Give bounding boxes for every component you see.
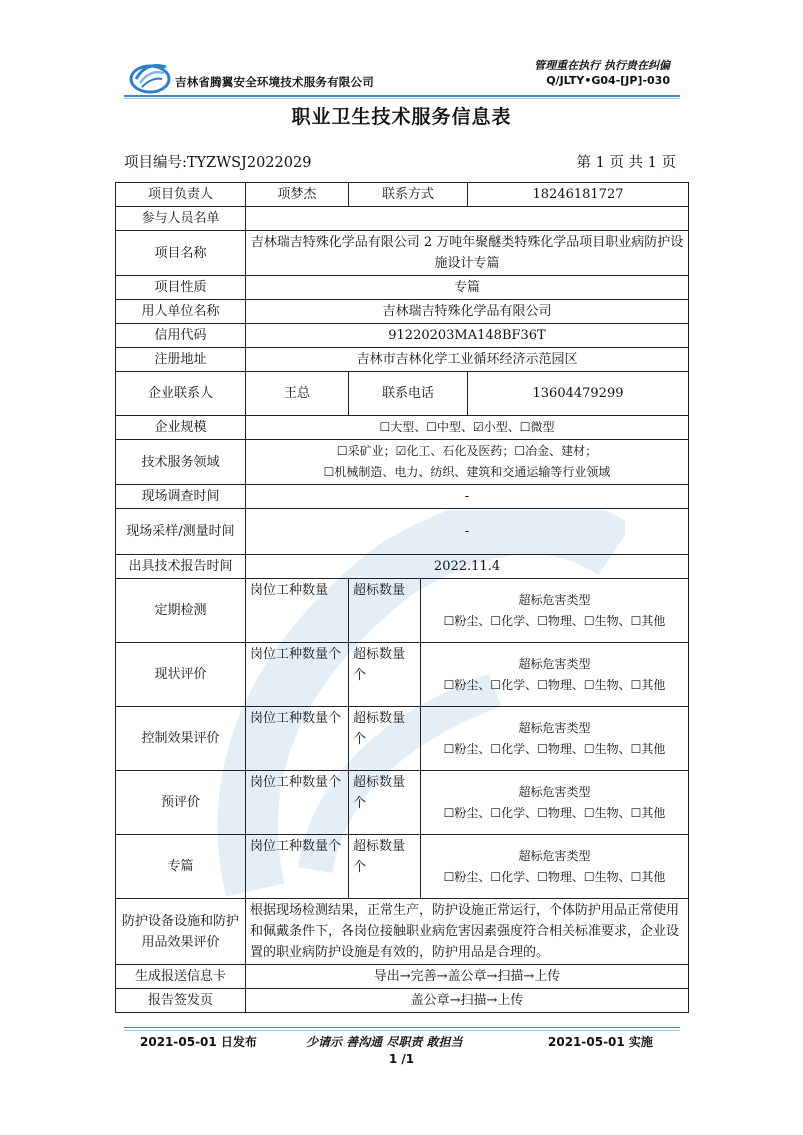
- service-exceed: 超标数量个: [349, 707, 421, 771]
- hazard-options: ☐粉尘、☐化学、☐物理、☐生物、☐其他: [443, 869, 666, 884]
- service-hazards: [421, 771, 689, 835]
- footer-divider: [124, 1027, 680, 1028]
- table-row: [116, 324, 689, 348]
- table-row: [116, 509, 689, 555]
- credit-label: 信用代码: [116, 324, 246, 348]
- table-row: [116, 276, 689, 300]
- service-exceed: 超标数量个: [349, 835, 421, 899]
- survey-label: 现场调查时间: [116, 485, 246, 509]
- project-name-label: 项目名称: [116, 231, 246, 276]
- ent-contact-label: 企业联系人: [116, 372, 246, 416]
- service-row: [116, 707, 689, 771]
- service-positions: 岗位工种数量个: [246, 835, 349, 899]
- leader-value: 项梦杰: [246, 183, 349, 207]
- protect-value: 根据现场检测结果，正常生产，防护设施正常运行，个体防护用品正常使用和佩戴条件下，各岗位接触职业病危害因素强度符合相关标准要求，企业设置的职业病防护设施是有效的，防护用品是合理的。: [246, 899, 689, 965]
- footer-effective: 2021-05-01 实施: [548, 1035, 653, 1049]
- header-divider-thin: [124, 98, 680, 99]
- table-row: [116, 416, 689, 440]
- scale-value: ☐大型、☐中型、☑小型、☐微型: [246, 416, 689, 440]
- table-row: [116, 348, 689, 372]
- field-line-2: ☐机械制造、电力、纺织、建筑和交通运输等行业领域: [323, 465, 611, 479]
- company-logo-icon: [128, 57, 172, 95]
- address-label: 注册地址: [116, 348, 246, 372]
- service-hazards: [421, 579, 689, 643]
- service-row: [116, 835, 689, 899]
- service-positions: 岗位工种数量个: [246, 707, 349, 771]
- table-row: [116, 183, 689, 207]
- card-label: 生成报送信息卡: [116, 965, 246, 989]
- sign-label: 报告签发页: [116, 989, 246, 1013]
- service-positions: 岗位工种数量个: [246, 643, 349, 707]
- service-exceed: 超标数量: [349, 579, 421, 643]
- table-row: [116, 965, 689, 989]
- footer-published: 2021-05-01 日发布: [140, 1035, 257, 1049]
- leader-label: 项目负责人: [116, 183, 246, 207]
- sign-value: 盖公章→扫描→上传: [246, 989, 689, 1013]
- service-row: [116, 643, 689, 707]
- service-positions: 岗位工种数量: [246, 579, 349, 643]
- hazard-options: ☐粉尘、☐化学、☐物理、☐生物、☐其他: [443, 741, 666, 756]
- header-divider: [124, 95, 680, 97]
- page-info: 第 1 页 共 1 页: [576, 155, 676, 171]
- employer-label: 用人单位名称: [116, 300, 246, 324]
- phone-value: 13604479299: [468, 372, 689, 416]
- service-exceed: 超标数量个: [349, 643, 421, 707]
- contact-value: 18246181727: [468, 183, 689, 207]
- service-exceed: 超标数量个: [349, 771, 421, 835]
- hazard-title: 超标危害类型: [518, 592, 591, 607]
- nature-label: 项目性质: [116, 276, 246, 300]
- hazard-title: 超标危害类型: [518, 848, 591, 863]
- service-label: 现状评价: [116, 643, 246, 707]
- company-name: 吉林省腾翼安全环境技术服务有限公司: [175, 75, 374, 89]
- service-row: [116, 579, 689, 643]
- service-label: 定期检测: [116, 579, 246, 643]
- table-row: [116, 899, 689, 965]
- phone-label: 联系电话: [349, 372, 468, 416]
- document-title: 职业卫生技术服务信息表: [291, 106, 512, 128]
- table-row: [116, 989, 689, 1013]
- members-label: 参与人员名单: [116, 207, 246, 231]
- hazard-options: ☐粉尘、☐化学、☐物理、☐生物、☐其他: [443, 613, 666, 628]
- project-name-value: 吉林瑞吉特殊化学品有限公司 2 万吨年聚醚类特殊化学品项目职业病防护设施设计专篇: [246, 231, 689, 276]
- report-value: 2022.11.4: [246, 555, 689, 579]
- table-row: [116, 207, 689, 231]
- header-slogan: 管理重在执行 执行贵在纠偏: [534, 59, 670, 72]
- hazard-title: 超标危害类型: [518, 656, 591, 671]
- footer-divider-thin: [124, 1030, 680, 1031]
- hazard-options: ☐粉尘、☐化学、☐物理、☐生物、☐其他: [443, 805, 666, 820]
- table-row: [116, 485, 689, 509]
- protect-label: 防护设备设施和防护用品效果评价: [116, 899, 246, 965]
- service-hazards: [421, 707, 689, 771]
- service-label: 预评价: [116, 771, 246, 835]
- info-table: [115, 182, 689, 1013]
- hazard-title: 超标危害类型: [518, 720, 591, 735]
- table-row: [116, 231, 689, 276]
- card-value: 导出→完善→盖公章→扫描→上传: [246, 965, 689, 989]
- service-row: [116, 771, 689, 835]
- survey-value: -: [246, 485, 689, 509]
- scale-label: 企业规模: [116, 416, 246, 440]
- project-number: 项目编号:TYZWSJ2022029: [124, 155, 312, 171]
- footer-page-number: 1 /1: [388, 1052, 415, 1066]
- table-row: [116, 372, 689, 416]
- table-row: [116, 300, 689, 324]
- table-row: [116, 555, 689, 579]
- footer-motto: 少请示 善沟通 尽职责 敢担当: [306, 1035, 463, 1049]
- credit-value: 91220203MA148BF36T: [246, 324, 689, 348]
- employer-value: 吉林瑞吉特殊化学品有限公司: [246, 300, 689, 324]
- sampling-value: -: [246, 509, 689, 555]
- address-value: 吉林市吉林化学工业循环经济示范园区: [246, 348, 689, 372]
- doc-code: Q/JLTY•G04-[JP]-030: [546, 74, 670, 87]
- members-value: [246, 207, 689, 231]
- table-row: [116, 440, 689, 485]
- service-label: 控制效果评价: [116, 707, 246, 771]
- header-right-block: [534, 58, 670, 88]
- field-label: 技术服务领域: [116, 440, 246, 485]
- service-positions: 岗位工种数量个: [246, 771, 349, 835]
- service-hazards: [421, 835, 689, 899]
- ent-contact-value: 王总: [246, 372, 349, 416]
- field-line-1: ☐采矿业；☑化工、石化及医药；☐冶金、建材；: [336, 444, 598, 458]
- field-value: [246, 440, 689, 485]
- nature-value: 专篇: [246, 276, 689, 300]
- hazard-options: ☐粉尘、☐化学、☐物理、☐生物、☐其他: [443, 677, 666, 692]
- service-label: 专篇: [116, 835, 246, 899]
- report-label: 出具技术报告时间: [116, 555, 246, 579]
- contact-label: 联系方式: [349, 183, 468, 207]
- sampling-label: 现场采样/测量时间: [116, 509, 246, 555]
- hazard-title: 超标危害类型: [518, 784, 591, 799]
- service-hazards: [421, 643, 689, 707]
